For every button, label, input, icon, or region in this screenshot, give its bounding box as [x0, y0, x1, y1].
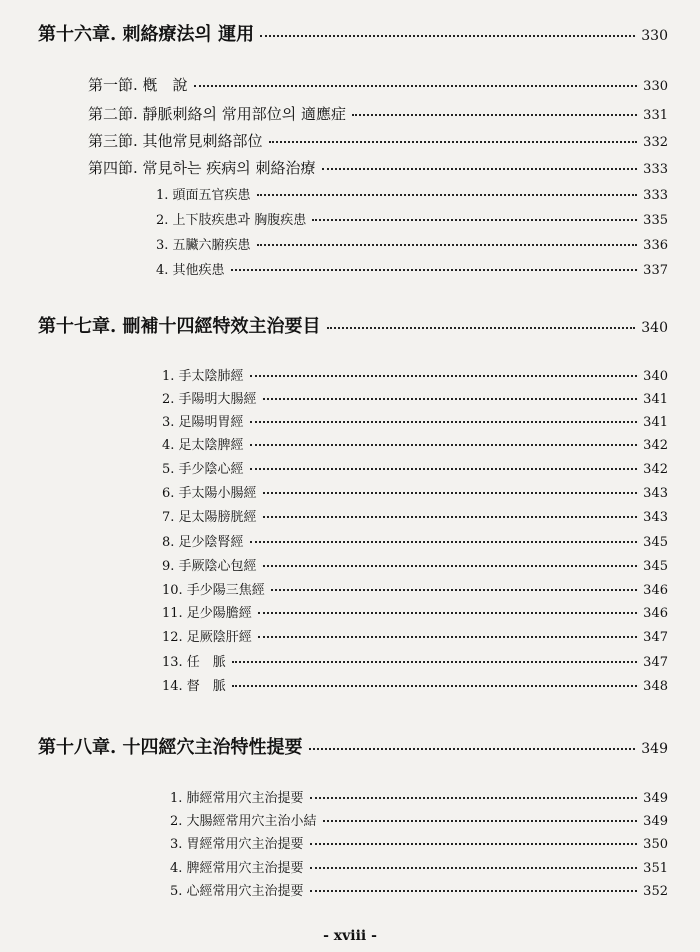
toc-item — [162, 531, 668, 550]
item-page: 335 — [643, 213, 668, 228]
toc-item — [162, 365, 668, 384]
item-page: 345 — [643, 559, 668, 574]
toc-item — [162, 458, 668, 477]
dot-leader — [271, 589, 637, 591]
item-label: 14. 督 脈 — [162, 679, 226, 694]
section-page: 331 — [643, 108, 668, 123]
toc-item — [162, 434, 668, 453]
section-page: 332 — [643, 135, 668, 150]
item-label: 8. 足少陰腎經 — [162, 535, 244, 550]
item-page: 346 — [643, 583, 668, 598]
toc-item — [162, 411, 668, 430]
item-page: 349 — [643, 814, 668, 829]
toc-section — [88, 157, 668, 178]
item-page: 352 — [643, 884, 668, 899]
item-label: 10. 手少陽三焦經 — [162, 583, 265, 598]
section-page: 333 — [643, 162, 668, 177]
chapter-18-heading — [38, 733, 668, 759]
item-label: 11. 足少陽膽經 — [162, 606, 252, 621]
dot-leader — [310, 867, 638, 869]
item-page: 341 — [643, 392, 668, 407]
item-label: 5. 心經常用穴主治提要 — [170, 884, 304, 899]
toc-item — [156, 184, 668, 203]
dot-leader — [257, 194, 638, 196]
toc-section — [88, 103, 668, 124]
item-label: 1. 手太陰肺經 — [162, 369, 244, 384]
item-label: 3. 足陽明胃經 — [162, 415, 244, 430]
item-label: 1. 頭面五官疾患 — [156, 188, 251, 203]
item-page: 345 — [643, 535, 668, 550]
toc-item — [156, 259, 668, 278]
item-page: 342 — [643, 438, 668, 453]
dot-leader — [260, 35, 635, 37]
item-label: 5. 手少陰心經 — [162, 462, 244, 477]
toc-item — [162, 388, 668, 407]
dot-leader — [322, 168, 638, 170]
item-page: 337 — [643, 263, 668, 278]
item-page: 346 — [643, 606, 668, 621]
dot-leader — [310, 843, 638, 845]
item-label: 7. 足太陽膀胱經 — [162, 510, 257, 525]
chapter-17-heading — [38, 312, 668, 338]
item-page: 342 — [643, 462, 668, 477]
dot-leader — [310, 890, 638, 892]
dot-leader — [194, 85, 638, 87]
section-label: 第四節. 常見하는 疾病의 刺絡治療 — [88, 159, 316, 177]
item-page: 343 — [643, 486, 668, 501]
item-page: 333 — [643, 188, 668, 203]
dot-leader — [232, 685, 637, 687]
toc-item — [162, 675, 668, 694]
page-number-footer: - xviii - — [323, 928, 377, 944]
item-label: 4. 脾經常用穴主治提要 — [170, 861, 304, 876]
dot-leader — [263, 565, 638, 567]
dot-leader — [250, 375, 638, 377]
item-page: 350 — [643, 837, 668, 852]
dot-leader — [257, 244, 638, 246]
dot-leader — [352, 114, 637, 116]
dot-leader — [250, 444, 638, 446]
chapter-17-page: 340 — [641, 320, 668, 336]
toc-item — [156, 209, 668, 228]
chapter-18-title: 第十八章. 十四經穴主治特性提要 — [38, 737, 303, 758]
dot-leader — [309, 748, 636, 750]
item-label: 4. 足太陰脾經 — [162, 438, 244, 453]
item-label: 6. 手太陽小腸經 — [162, 486, 257, 501]
item-page: 348 — [643, 679, 668, 694]
dot-leader — [232, 661, 637, 663]
item-label: 4. 其他疾患 — [156, 263, 225, 278]
toc-item — [162, 602, 668, 621]
toc-section — [88, 74, 668, 95]
chapter-18-page: 349 — [641, 741, 668, 757]
chapter-17-title: 第十七章. 刪補十四經特效主治要目 — [38, 316, 321, 337]
item-label: 9. 手厥陰心包經 — [162, 559, 257, 574]
item-page: 340 — [643, 369, 668, 384]
dot-leader — [269, 141, 638, 143]
toc-item — [162, 626, 668, 645]
dot-leader — [310, 797, 638, 799]
toc-item — [162, 482, 668, 501]
section-page: 330 — [643, 79, 668, 94]
chapter-16-page: 330 — [641, 28, 668, 44]
dot-leader — [250, 468, 638, 470]
toc-item — [170, 787, 668, 806]
toc-item — [170, 833, 668, 852]
item-label: 13. 任 脈 — [162, 655, 226, 670]
item-label: 1. 肺經常用穴主治提要 — [170, 791, 304, 806]
item-label: 2. 手陽明大腸經 — [162, 392, 257, 407]
dot-leader — [263, 492, 638, 494]
chapter-16-heading — [38, 20, 668, 46]
item-label: 2. 上下肢疾患과 胸腹疾患 — [156, 213, 307, 228]
dot-leader — [250, 421, 638, 423]
section-label: 第一節. 槪 說 — [88, 76, 188, 94]
dot-leader — [263, 516, 638, 518]
toc-section — [88, 130, 668, 151]
toc-item — [170, 810, 668, 829]
chapter-16-title: 第十六章. 刺絡療法의 運用 — [38, 24, 255, 45]
toc-item — [162, 651, 668, 670]
item-page: 341 — [643, 415, 668, 430]
item-page: 347 — [643, 630, 668, 645]
item-page: 336 — [643, 238, 668, 253]
dot-leader — [327, 327, 636, 329]
toc-item — [162, 506, 668, 525]
item-page: 351 — [643, 861, 668, 876]
item-page: 349 — [643, 791, 668, 806]
toc-item — [162, 555, 668, 574]
dot-leader — [250, 541, 638, 543]
dot-leader — [258, 612, 637, 614]
dot-leader — [323, 820, 638, 822]
item-label: 12. 足厥陰肝經 — [162, 630, 252, 645]
dot-leader — [231, 269, 638, 271]
section-label: 第三節. 其他常見刺絡部位 — [88, 132, 263, 150]
toc-item — [162, 579, 668, 598]
item-page: 347 — [643, 655, 668, 670]
item-page: 343 — [643, 510, 668, 525]
item-label: 3. 胃經常用穴主治提要 — [170, 837, 304, 852]
dot-leader — [263, 398, 638, 400]
dot-leader — [258, 636, 637, 638]
toc-item — [170, 857, 668, 876]
item-label: 2. 大腸經常用穴主治小結 — [170, 814, 317, 829]
section-label: 第二節. 靜脈刺絡의 常用部位의 適應症 — [88, 105, 347, 123]
dot-leader — [312, 219, 637, 221]
toc-item — [156, 234, 668, 253]
item-label: 3. 五臟六腑疾患 — [156, 238, 251, 253]
toc-item — [170, 880, 668, 899]
